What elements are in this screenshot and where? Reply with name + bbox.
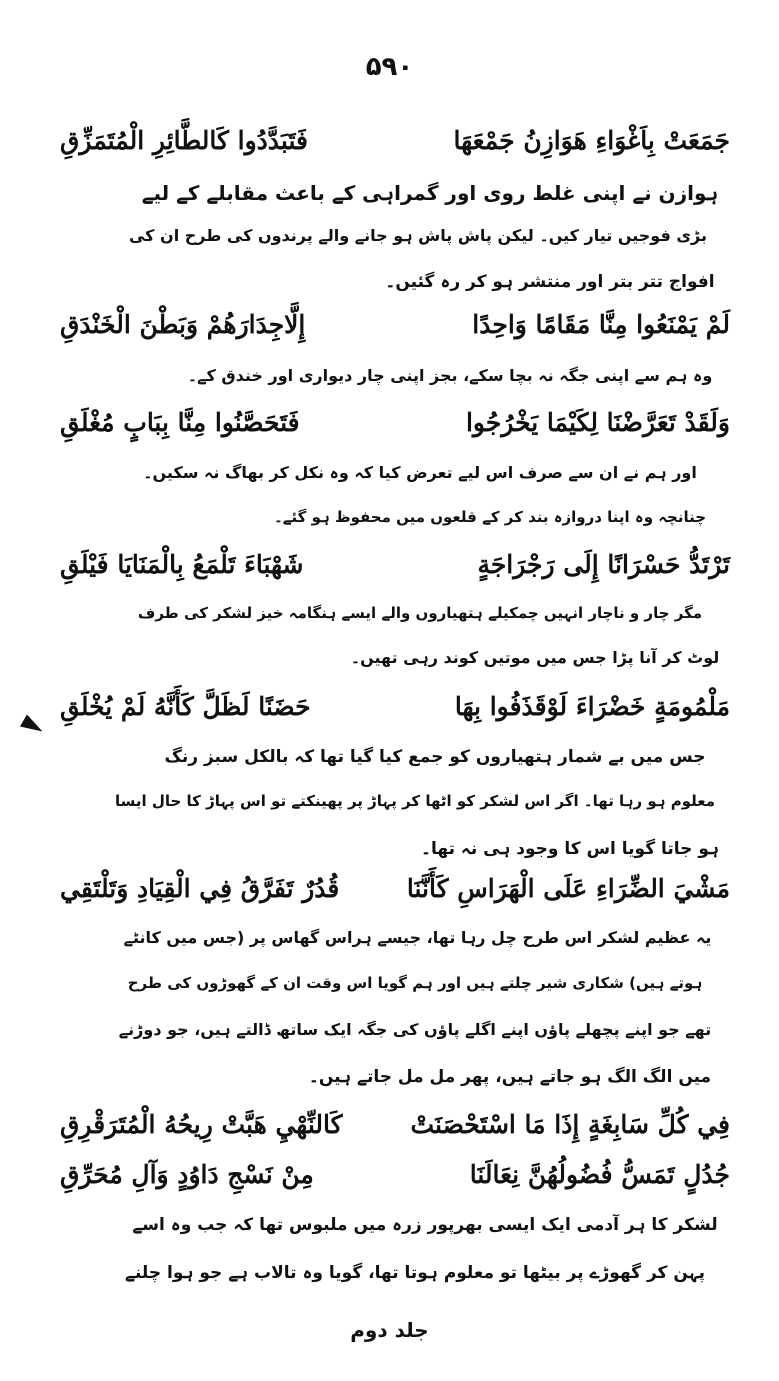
- verse-hemistich-left: فَتَبَدَّدُوا كَالطَّائِرِ الْمُتَمَزِّقِ: [60, 126, 308, 155]
- translation-line: افواج تتر بتر اور منتشر ہو کر رہ گئیں۔: [385, 272, 715, 292]
- verse-7: [60, 1110, 730, 1154]
- verse-hemistich-right: وَلَقَدْ تَعَرَّضْنَا لِكَيْمَا يَخْرُجُوا: [465, 408, 730, 437]
- translation-line: لشکر کا ہر آدمی ایک ایسی بھرپور زرہ میں ملبوس تھا کہ جب وہ اسے: [132, 1215, 718, 1235]
- translation-line: لوٹ کر آنا پڑا جس میں موتیں کوند رہی تھیں۔: [350, 648, 720, 667]
- translation-line: یہ عظیم لشکر اس طرح چل رہا تھا، جیسے ہراس گھاس پر (جس میں کانٹے: [123, 928, 712, 947]
- verse-hemistich-right: تَرْتَدُّ حَسْرَانًا إِلَى رَجْرَاجَةٍ: [477, 550, 730, 579]
- verse-hemistich-left: مِنْ نَسْجِ دَاوُدٍ وَآلِ مُحَرِّقِ: [60, 1160, 314, 1189]
- translation-line: اور ہم نے ان سے صرف اس لیے تعرض کیا کہ وہ نکل کر بھاگ نہ سکیں۔: [143, 463, 697, 482]
- translation-line: ہو جاتا گویا اس کا وجود ہی نہ تھا۔: [421, 839, 719, 859]
- translation-line: وہ ہم سے اپنی جگہ نہ بچا سکے، بجز اپنی چار دیواری اور خندق کے۔: [187, 366, 713, 385]
- verse-1: [60, 126, 730, 170]
- translation-line: بڑی فوجیں تیار کیں۔ لیکن پاش پاش ہو جانے والے پرندوں کی طرح ان کی: [128, 226, 707, 245]
- verse-3: [60, 408, 730, 452]
- verse-6: [60, 874, 730, 918]
- verse-hemistich-right: مَلْمُومَةٍ خَضْرَاءَ لَوْقَذَفُوا بِهَا: [454, 692, 730, 721]
- verse-hemistich-left: قُدُرٌ تَفَرَّقُ فِي الْقِيَادِ وَتَلْتَقِي: [60, 874, 340, 903]
- verse-hemistich-left: شَهْبَاءَ تَلْمَعُ بِالْمَنَايَا فَيْلَقِ: [60, 550, 304, 579]
- translation-line: جس میں بے شمار ہتھیاروں کو جمع کیا گیا تھا کہ بالکل سبز رنگ: [164, 747, 706, 767]
- translation-line: چنانچہ وہ اپنا دروازہ بند کر کے قلعوں میں محفوظ ہو گئے۔: [273, 508, 707, 526]
- verse-hemistich-right: جَمَعَتْ بِاَغْوَاءِ هَوَازِنُ جَمْعَهَا: [453, 126, 730, 155]
- verse-hemistich-left: حَضَنًا لَظَلَّ كَأَنَّهُ لَمْ يُخْلَقِ: [60, 692, 311, 721]
- page-number: ۵۹۰: [365, 52, 414, 82]
- verse-4: [60, 550, 730, 594]
- verse-hemistich-right: مَشْيَ الضِّرَاءِ عَلَى الْهَرَاسِ كَأَنَّنَا: [406, 874, 730, 903]
- verse-8: [60, 1160, 730, 1204]
- translation-line: معلوم ہو رہا تھا۔ اگر اس لشکر کو اٹھا کر پہاڑ پر پھینکتے تو اس پہاڑ کا حال ایسا: [114, 792, 716, 810]
- volume-label: جلد دوم: [350, 1318, 429, 1342]
- verse-hemistich-left: فَتَحَصَّنُوا مِنَّا بِبَابٍ مُغْلَقِ: [60, 408, 300, 437]
- margin-mark-icon: [20, 714, 46, 737]
- verse-hemistich-left: كَالنِّهْيِ هَبَّتْ رِيحُهُ الْمُتَرَقْرِقِ: [60, 1110, 343, 1139]
- translation-line: مگر چار و ناچار انہیں چمکیلے ہتھیاروں والے ایسے ہنگامہ خیز لشکر کی طرف: [137, 604, 703, 622]
- verse-5: [60, 692, 730, 736]
- translation-line: ہوازن نے اپنی غلط روی اور گمراہی کے باعث مقابلے کے لیے: [141, 181, 719, 205]
- verse-hemistich-right: فِي كُلِّ سَابِغَةٍ إِذَا مَا اسْتَحْصَنَتْ: [410, 1110, 730, 1139]
- translation-line: میں الگ الگ ہو جاتے ہیں، پھر مل مل جاتے ہیں۔: [308, 1067, 712, 1087]
- verse-hemistich-right: لَمْ يَمْنَعُوا مِنَّا مَقَامًا وَاحِدًا: [472, 310, 730, 339]
- verse-hemistich-left: إِلَّاجِدَارَهُمْ وَبَطْنَ الْخَنْدَقِ: [60, 310, 306, 339]
- translation-line: ہوتے ہیں) شکاری شیر چلتے ہیں اور ہم گویا اس وقت ان کے گھوڑوں کی طرح: [127, 974, 703, 992]
- verse-hemistich-right: جُدُلٍ تَمَسُّ فُضُولُهُنَّ نِعَالَنَا: [469, 1160, 730, 1189]
- translation-line: پہن کر گھوڑے پر بیٹھا تو معلوم ہوتا تھا، گویا وہ تالاب ہے جو ہوا چلنے: [125, 1263, 705, 1283]
- verse-2: [60, 310, 730, 354]
- translation-line: تھے جو اپنے پچھلے پاؤں اپنے اگلے پاؤں کی جگہ ایک ساتھ ڈالتے ہیں، جو دوڑنے: [118, 1020, 712, 1039]
